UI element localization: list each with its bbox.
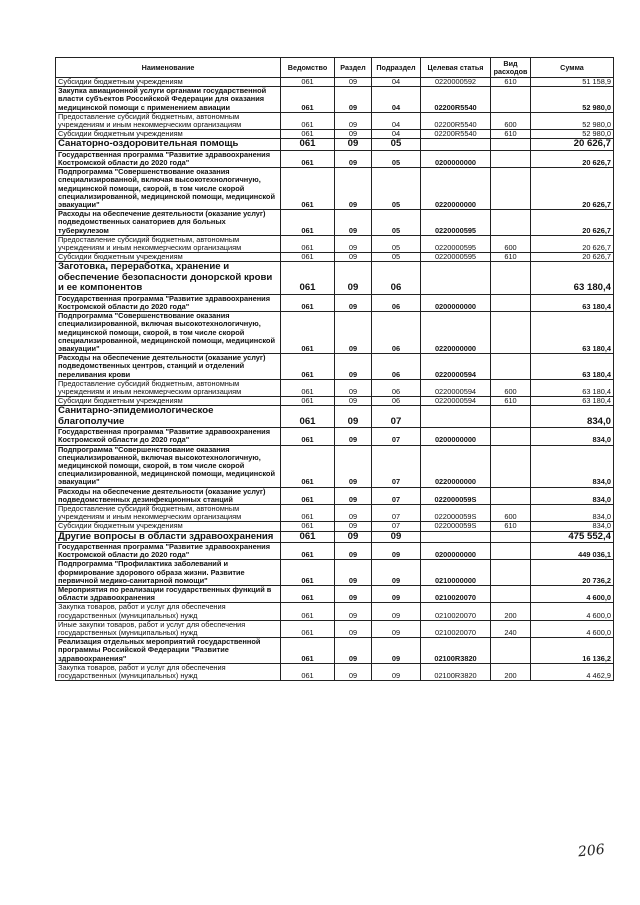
- row-podrazdel: 07: [372, 428, 421, 445]
- row-summa: 52 980,0: [531, 87, 614, 113]
- table-header-row: [56, 58, 614, 78]
- row-vid: [491, 428, 531, 445]
- row-podrazdel: 05: [372, 210, 421, 236]
- row-podrazdel: 06: [372, 354, 421, 380]
- row-vid: [491, 531, 531, 542]
- row-summa: 4 600,0: [531, 620, 614, 637]
- row-podrazdel: 09: [372, 586, 421, 603]
- row-ved: 061: [281, 294, 335, 311]
- row-podrazdel: 05: [372, 235, 421, 252]
- row-statya: 0220000000: [421, 312, 491, 354]
- row-podrazdel: 09: [372, 603, 421, 620]
- row-summa: 20 736,2: [531, 560, 614, 586]
- row-ved: 061: [281, 210, 335, 236]
- row-vid: [491, 150, 531, 167]
- row-razdel: 09: [335, 78, 372, 87]
- row-vid: 600: [491, 235, 531, 252]
- row-summa: 20 626,7: [531, 168, 614, 210]
- row-razdel: 09: [335, 531, 372, 542]
- row-podrazdel: 09: [372, 542, 421, 559]
- row-summa: 20 626,7: [531, 150, 614, 167]
- row-vid: [491, 487, 531, 504]
- row-razdel: 09: [335, 406, 372, 428]
- row-ved: 061: [281, 542, 335, 559]
- row-ved: 061: [281, 504, 335, 521]
- row-name: Предоставление субсидий бюджетным, автономным учреждениям и иным некоммерческим организациям: [56, 379, 281, 396]
- row-name: Подпрограмма "Профилактика заболеваний и формирование здорового образа жизни. Развитие первичной медико-санитарной помощи": [56, 560, 281, 586]
- row-razdel: 09: [335, 397, 372, 406]
- row-razdel: 09: [335, 235, 372, 252]
- row-summa: 51 158,9: [531, 78, 614, 87]
- row-statya: 0210020070: [421, 603, 491, 620]
- row-ved: 061: [281, 139, 335, 150]
- row-name: Расходы на обеспечение деятельности (оказание услуг) подведомственных дезинфекционных станций: [56, 487, 281, 504]
- row-name: Предоставление субсидий бюджетным, автономным учреждениям и иным некоммерческим организациям: [56, 112, 281, 129]
- row-ved: 061: [281, 603, 335, 620]
- row-razdel: 09: [335, 354, 372, 380]
- row-vid: [491, 312, 531, 354]
- row-razdel: 09: [335, 130, 372, 139]
- row-ved: 061: [281, 397, 335, 406]
- row-vid: [491, 406, 531, 428]
- row-ved: 061: [281, 586, 335, 603]
- table-row: [56, 150, 614, 167]
- row-vid: [491, 139, 531, 150]
- row-name: Реализация отдельных мероприятий государственной программы Российской Федерации "Развитие здравоохранения": [56, 638, 281, 664]
- row-ved: 061: [281, 620, 335, 637]
- row-vid: 200: [491, 603, 531, 620]
- row-statya: [421, 531, 491, 542]
- row-statya: 022000059S: [421, 504, 491, 521]
- row-summa: 16 136,2: [531, 638, 614, 664]
- row-vid: [491, 586, 531, 603]
- row-razdel: 09: [335, 586, 372, 603]
- row-name: Предоставление субсидий бюджетным, автономным учреждениям и иным некоммерческим организациям: [56, 235, 281, 252]
- row-vid: 240: [491, 620, 531, 637]
- row-podrazdel: 06: [372, 294, 421, 311]
- header-summa: Сумма: [531, 58, 614, 78]
- row-razdel: 09: [335, 428, 372, 445]
- row-podrazdel: 07: [372, 445, 421, 487]
- row-vid: 610: [491, 522, 531, 531]
- row-statya: 02200R5540: [421, 112, 491, 129]
- row-summa: 63 180,4: [531, 262, 614, 294]
- row-vid: 200: [491, 663, 531, 680]
- table-row: [56, 428, 614, 445]
- row-name: Государственная программа "Развитие здравоохранения Костромской области до 2020 года": [56, 542, 281, 559]
- row-vid: [491, 354, 531, 380]
- row-name: Субсидии бюджетным учреждениям: [56, 253, 281, 262]
- row-podrazdel: 09: [372, 560, 421, 586]
- row-name: Санаторно-оздоровительная помощь: [56, 139, 281, 150]
- row-podrazdel: 09: [372, 620, 421, 637]
- row-statya: 0220000594: [421, 379, 491, 396]
- row-summa: 63 180,4: [531, 379, 614, 396]
- row-razdel: 09: [335, 312, 372, 354]
- row-summa: 449 036,1: [531, 542, 614, 559]
- row-name: Государственная программа "Развитие здравоохранения Костромской области до 2020 года": [56, 428, 281, 445]
- row-statya: 0200000000: [421, 294, 491, 311]
- row-statya: 0200000000: [421, 542, 491, 559]
- row-name: Другие вопросы в области здравоохранения: [56, 531, 281, 542]
- row-name: Субсидии бюджетным учреждениям: [56, 522, 281, 531]
- row-ved: 061: [281, 445, 335, 487]
- row-ved: 061: [281, 235, 335, 252]
- row-summa: 63 180,4: [531, 354, 614, 380]
- row-razdel: 09: [335, 620, 372, 637]
- row-statya: 022000059S: [421, 522, 491, 531]
- row-name: Заготовка, переработка, хранение и обеспечение безопасности донорской крови и ее компонентов: [56, 262, 281, 294]
- table-row: [56, 504, 614, 521]
- row-summa: 4 600,0: [531, 603, 614, 620]
- row-statya: [421, 139, 491, 150]
- row-razdel: 09: [335, 663, 372, 680]
- table-row: [56, 406, 614, 428]
- row-vid: 600: [491, 379, 531, 396]
- row-podrazdel: 05: [372, 168, 421, 210]
- table-row: [56, 487, 614, 504]
- row-name: Субсидии бюджетным учреждениям: [56, 130, 281, 139]
- row-summa: 63 180,4: [531, 294, 614, 311]
- row-vid: [491, 638, 531, 664]
- row-podrazdel: 09: [372, 531, 421, 542]
- row-name: Субсидии бюджетным учреждениям: [56, 78, 281, 87]
- row-vid: 610: [491, 397, 531, 406]
- row-ved: 061: [281, 406, 335, 428]
- row-name: Государственная программа "Развитие здравоохранения Костромской области до 2020 года": [56, 294, 281, 311]
- row-razdel: 09: [335, 87, 372, 113]
- row-statya: 0220000000: [421, 168, 491, 210]
- row-vid: [491, 294, 531, 311]
- row-summa: 20 626,7: [531, 253, 614, 262]
- table-row: [56, 603, 614, 620]
- table-row: [56, 620, 614, 637]
- row-podrazdel: 06: [372, 262, 421, 294]
- table-row: [56, 586, 614, 603]
- row-razdel: 09: [335, 150, 372, 167]
- row-statya: 02100R3820: [421, 638, 491, 664]
- row-razdel: 09: [335, 379, 372, 396]
- table-row: [56, 531, 614, 542]
- row-podrazdel: 04: [372, 87, 421, 113]
- table-row: [56, 139, 614, 150]
- row-statya: 02200R5540: [421, 87, 491, 113]
- row-summa: 475 552,4: [531, 531, 614, 542]
- row-name: Закупка авиационной услуги органами государственной власти субъектов Российской Федерации для оказания медицинской помощи с применением авиации: [56, 87, 281, 113]
- row-razdel: 09: [335, 112, 372, 129]
- row-vid: 600: [491, 504, 531, 521]
- row-podrazdel: 05: [372, 253, 421, 262]
- row-name: Санитарно-эпидемиологическое благополучие: [56, 406, 281, 428]
- row-statya: [421, 262, 491, 294]
- table-row: [56, 354, 614, 380]
- row-summa: 20 626,7: [531, 210, 614, 236]
- row-statya: 022000059S: [421, 487, 491, 504]
- row-ved: 061: [281, 354, 335, 380]
- row-ved: 061: [281, 663, 335, 680]
- table-row: [56, 638, 614, 664]
- table-row: [56, 445, 614, 487]
- row-summa: 20 626,7: [531, 235, 614, 252]
- row-razdel: 09: [335, 210, 372, 236]
- table-row: [56, 522, 614, 531]
- row-statya: 0220000595: [421, 210, 491, 236]
- row-statya: 0220000594: [421, 397, 491, 406]
- row-podrazdel: 06: [372, 397, 421, 406]
- table-row: [56, 168, 614, 210]
- row-name: Подпрограмма "Совершенствование оказания специализированной, включая высокотехнологичную, медицинской помощи, скорой, в том числе скорой специализированной, медицинской помощи, медицинской эвакуации": [56, 445, 281, 487]
- row-vid: [491, 210, 531, 236]
- row-ved: 061: [281, 560, 335, 586]
- row-vid: 610: [491, 130, 531, 139]
- table-row: [56, 87, 614, 113]
- row-ved: 061: [281, 379, 335, 396]
- row-name: Закупка товаров, работ и услуг для обеспечения государственных (муниципальных) нужд: [56, 663, 281, 680]
- table-row: [56, 262, 614, 294]
- table-row: [56, 210, 614, 236]
- row-razdel: 09: [335, 638, 372, 664]
- row-vid: [491, 262, 531, 294]
- row-statya: 0210020070: [421, 620, 491, 637]
- budget-table-page: [55, 57, 613, 681]
- row-summa: 834,0: [531, 522, 614, 531]
- table-row: [56, 542, 614, 559]
- row-razdel: 09: [335, 487, 372, 504]
- row-razdel: 09: [335, 294, 372, 311]
- row-podrazdel: 07: [372, 522, 421, 531]
- row-statya: 02200R5540: [421, 130, 491, 139]
- row-name: Расходы на обеспечение деятельности (оказание услуг) подведомственных центров, станций и отделений переливания крови: [56, 354, 281, 380]
- header-podrazdel: Подраздел: [372, 58, 421, 78]
- row-ved: 061: [281, 112, 335, 129]
- row-podrazdel: 07: [372, 487, 421, 504]
- table-row: [56, 663, 614, 680]
- row-podrazdel: 09: [372, 663, 421, 680]
- row-ved: 061: [281, 312, 335, 354]
- table-body: [56, 78, 614, 681]
- row-razdel: 09: [335, 253, 372, 262]
- row-statya: 0210000000: [421, 560, 491, 586]
- row-podrazdel: 06: [372, 312, 421, 354]
- header-ved: Ведомство: [281, 58, 335, 78]
- row-name: Закупка товаров, работ и услуг для обеспечения государственных (муниципальных) нужд: [56, 603, 281, 620]
- row-summa: 20 626,7: [531, 139, 614, 150]
- row-podrazdel: 04: [372, 78, 421, 87]
- row-razdel: 09: [335, 139, 372, 150]
- table-row: [56, 379, 614, 396]
- row-summa: 834,0: [531, 445, 614, 487]
- table-row: [56, 294, 614, 311]
- row-statya: 0220000594: [421, 354, 491, 380]
- row-name: Расходы на обеспечение деятельности (оказание услуг) подведомственных санаториев для больных туберкулезом: [56, 210, 281, 236]
- row-ved: 061: [281, 253, 335, 262]
- row-podrazdel: 07: [372, 406, 421, 428]
- row-ved: 061: [281, 522, 335, 531]
- row-statya: 0200000000: [421, 150, 491, 167]
- row-vid: [491, 542, 531, 559]
- row-ved: 061: [281, 487, 335, 504]
- row-podrazdel: 07: [372, 504, 421, 521]
- row-razdel: 09: [335, 262, 372, 294]
- row-name: Подпрограмма "Совершенствование оказания специализированной, включая высокотехнологичную, медицинской помощи, скорой, в том числе скорой специализированной, медицинской помощи, медицинской эвакуации": [56, 168, 281, 210]
- row-name: Мероприятия по реализации государственных функций в области здравоохранения: [56, 586, 281, 603]
- row-razdel: 09: [335, 522, 372, 531]
- row-statya: [421, 406, 491, 428]
- row-vid: 600: [491, 112, 531, 129]
- row-name: Государственная программа "Развитие здравоохранения Костромской области до 2020 года": [56, 150, 281, 167]
- row-ved: 061: [281, 78, 335, 87]
- row-summa: 63 180,4: [531, 312, 614, 354]
- table-row: [56, 235, 614, 252]
- row-razdel: 09: [335, 560, 372, 586]
- row-summa: 4 462,9: [531, 663, 614, 680]
- row-razdel: 09: [335, 603, 372, 620]
- row-ved: 061: [281, 428, 335, 445]
- row-summa: 834,0: [531, 428, 614, 445]
- row-podrazdel: 05: [372, 150, 421, 167]
- row-summa: 834,0: [531, 504, 614, 521]
- row-statya: 0210020070: [421, 586, 491, 603]
- row-name: Иные закупки товаров, работ и услуг для обеспечения государственных (муниципальных) нужд: [56, 620, 281, 637]
- row-podrazdel: 05: [372, 139, 421, 150]
- row-statya: 0220000595: [421, 235, 491, 252]
- row-razdel: 09: [335, 168, 372, 210]
- row-podrazdel: 04: [372, 130, 421, 139]
- row-ved: 061: [281, 262, 335, 294]
- row-razdel: 09: [335, 504, 372, 521]
- row-razdel: 09: [335, 542, 372, 559]
- row-name: Субсидии бюджетным учреждениям: [56, 397, 281, 406]
- row-ved: 061: [281, 531, 335, 542]
- row-statya: 0220000595: [421, 253, 491, 262]
- row-statya: 0220000000: [421, 445, 491, 487]
- row-razdel: 09: [335, 445, 372, 487]
- row-vid: 610: [491, 253, 531, 262]
- row-vid: 610: [491, 78, 531, 87]
- row-ved: 061: [281, 87, 335, 113]
- row-vid: [491, 168, 531, 210]
- row-statya: 0220000592: [421, 78, 491, 87]
- row-summa: 4 600,0: [531, 586, 614, 603]
- row-podrazdel: 09: [372, 638, 421, 664]
- row-statya: 0200000000: [421, 428, 491, 445]
- row-podrazdel: 04: [372, 112, 421, 129]
- page-number: 206: [577, 841, 606, 861]
- row-statya: 02100R3820: [421, 663, 491, 680]
- row-vid: [491, 87, 531, 113]
- row-ved: 061: [281, 638, 335, 664]
- header-statya: Целевая статья: [421, 58, 491, 78]
- row-summa: 834,0: [531, 487, 614, 504]
- row-ved: 061: [281, 130, 335, 139]
- header-vid: Вид расходов: [491, 58, 531, 78]
- row-summa: 52 980,0: [531, 112, 614, 129]
- header-name: Наименование: [56, 58, 281, 78]
- header-razdel: Раздел: [335, 58, 372, 78]
- row-ved: 061: [281, 150, 335, 167]
- table-row: [56, 312, 614, 354]
- budget-table: [55, 57, 614, 681]
- row-vid: [491, 560, 531, 586]
- row-ved: 061: [281, 168, 335, 210]
- row-summa: 52 980,0: [531, 130, 614, 139]
- row-vid: [491, 445, 531, 487]
- row-podrazdel: 06: [372, 379, 421, 396]
- row-summa: 834,0: [531, 406, 614, 428]
- row-summa: 63 180,4: [531, 397, 614, 406]
- row-name: Подпрограмма "Совершенствование оказания специализированной, включая высокотехнологичную, медицинской помощи, скорой, в том числе скорой специализированной, медицинской помощи, медицинской эвакуации": [56, 312, 281, 354]
- table-row: [56, 112, 614, 129]
- table-row: [56, 560, 614, 586]
- row-name: Предоставление субсидий бюджетным, автономным учреждениям и иным некоммерческим организациям: [56, 504, 281, 521]
